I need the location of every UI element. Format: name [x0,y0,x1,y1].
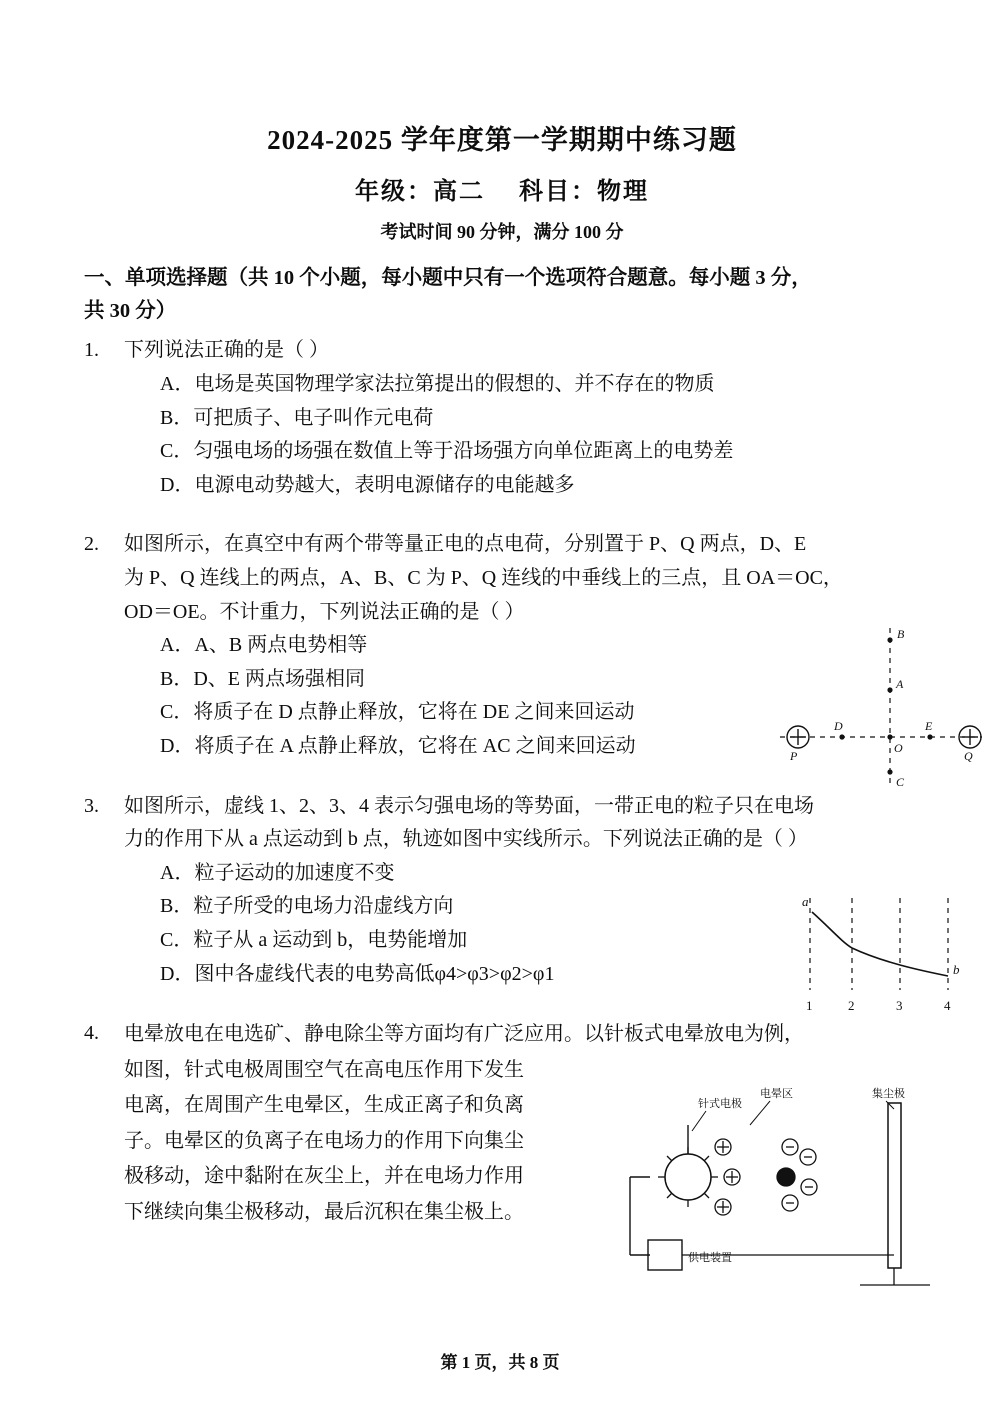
question-4-stem-line1: 电晕放电在电选矿、静电除尘等方面均有广泛应用。以针板式电晕放电为例， [124,1023,804,1046]
question-3-option-a: A．粒子运动的加速度不变 [160,861,395,884]
question-4-stem-line2: 如图，针式电极周围空气在高电压作用下发生 [124,1058,524,1081]
grade-label: 年级： [355,179,433,205]
question-1-number: 1. [84,339,99,362]
svg-text:2: 2 [848,998,855,1013]
svg-text:O: O [894,741,903,755]
grade-value: 高二 [433,179,485,205]
question-1-option-c: C．匀强电场的场强在数值上等于沿场强方向单位距离上的电势差 [160,440,734,463]
svg-text:电晕区: 电晕区 [760,1088,793,1100]
subject-label: 科目： [519,179,597,205]
svg-text:P: P [790,749,798,763]
question-1-option-d: D．电源电动势越大，表明电源储存的电能越多 [160,473,575,496]
question-3-number: 3. [84,794,99,817]
exam-note: 考试时间 90 分钟，满分 100 分 [380,222,624,242]
svg-text:3: 3 [896,998,903,1013]
svg-text:集尘极: 集尘极 [872,1088,905,1100]
question-1-option-a: A．电场是英国物理学家法拉第提出的假想的、并不存在的物质 [160,373,715,395]
svg-text:B: B [897,627,905,641]
svg-text:供电装置: 供电装置 [688,1252,732,1264]
svg-text:C: C [896,775,905,789]
grade-subject-line [84,171,920,206]
question-3-figure [790,890,980,1020]
question-3-option-c: C．粒子从 a 运动到 b，电势能增加 [160,928,468,951]
page-title: 2024-2025 学年度第一学期期中练习题 [267,125,737,155]
question-2-option-b: B．D、E 两点场强相同 [160,667,365,690]
question-4-stem-line6: 下继续向集尘极移动，最后沉积在集尘极上。 [124,1201,524,1224]
svg-text:针式电极: 针式电极 [698,1098,742,1110]
question-4-figure [610,1085,950,1310]
question-4-stem-line3: 电离，在周围产生电晕区，生成正离子和负离 [124,1094,524,1117]
question-3-stem-line2: 力的作用下从 a 点运动到 b 点，轨迹如图中实线所示。下列说法正确的是（ ） [124,828,808,851]
question-3-option-d: D．图中各虚线代表的电势高低φ4>φ3>φ2>φ1 [160,962,555,985]
svg-text:a: a [802,894,809,909]
svg-text:b: b [953,962,960,977]
svg-text:1: 1 [806,998,813,1013]
question-2-stem-line3: OD＝OE。不计重力，下列说法正确的是（ ） [124,600,525,623]
section-heading [84,262,920,328]
question-3-stem-line1: 如图所示，虚线 1、2、3、4 表示匀强电场的等势面，一带正电的粒子只在电场 [124,794,814,817]
svg-text:A: A [896,677,904,691]
question-2-stem-line2: 为 P、Q 连线上的两点，A、B、C 为 P、Q 连线的中垂线上的三点，且 OA＝OC， [124,566,843,589]
svg-text:4: 4 [944,998,951,1013]
question-2-stem-line1: 如图所示，在真空中有两个带等量正电的点电荷，分别置于 P、Q 两点，D、E [124,533,807,556]
svg-text:D: D [834,719,843,733]
question-2-figure [770,620,990,795]
section-heading-line1: 一、单项选择题（共 10 个小题，每小题中只有一个选项符合题意。每小题 3 分， [84,267,812,289]
page-footer: 第 1 页，共 8 页 [440,1353,560,1372]
question-4-stem-line5: 极移动，途中黏附在灰尘上，并在电场力作用 [124,1165,524,1188]
subject-value: 物理 [597,179,649,205]
question-4-stem-line4: 子。电晕区的负离子在电场力的作用下向集尘 [124,1129,524,1152]
question-1-option-b: B．可把质子、电子叫作元电荷 [160,406,434,429]
question-2-option-a: A．A、B 两点电势相等 [160,634,368,657]
svg-text:E: E [925,719,933,733]
question-1 [84,334,920,502]
question-1-stem: 下列说法正确的是（ ） [124,339,329,362]
question-2-option-d: D．将质子在 A 点静止释放，它将在 AC 之间来回运动 [160,734,636,757]
question-4-number: 4. [84,1022,99,1045]
question-2-number: 2. [84,533,99,556]
section-heading-line2: 共 30 分） [84,300,177,323]
svg-text:Q: Q [964,749,973,763]
question-3-option-b: B．粒子所受的电场力沿虚线方向 [160,895,454,918]
question-2-option-c: C．将质子在 D 点静止释放，它将在 DE 之间来回运动 [160,701,635,724]
